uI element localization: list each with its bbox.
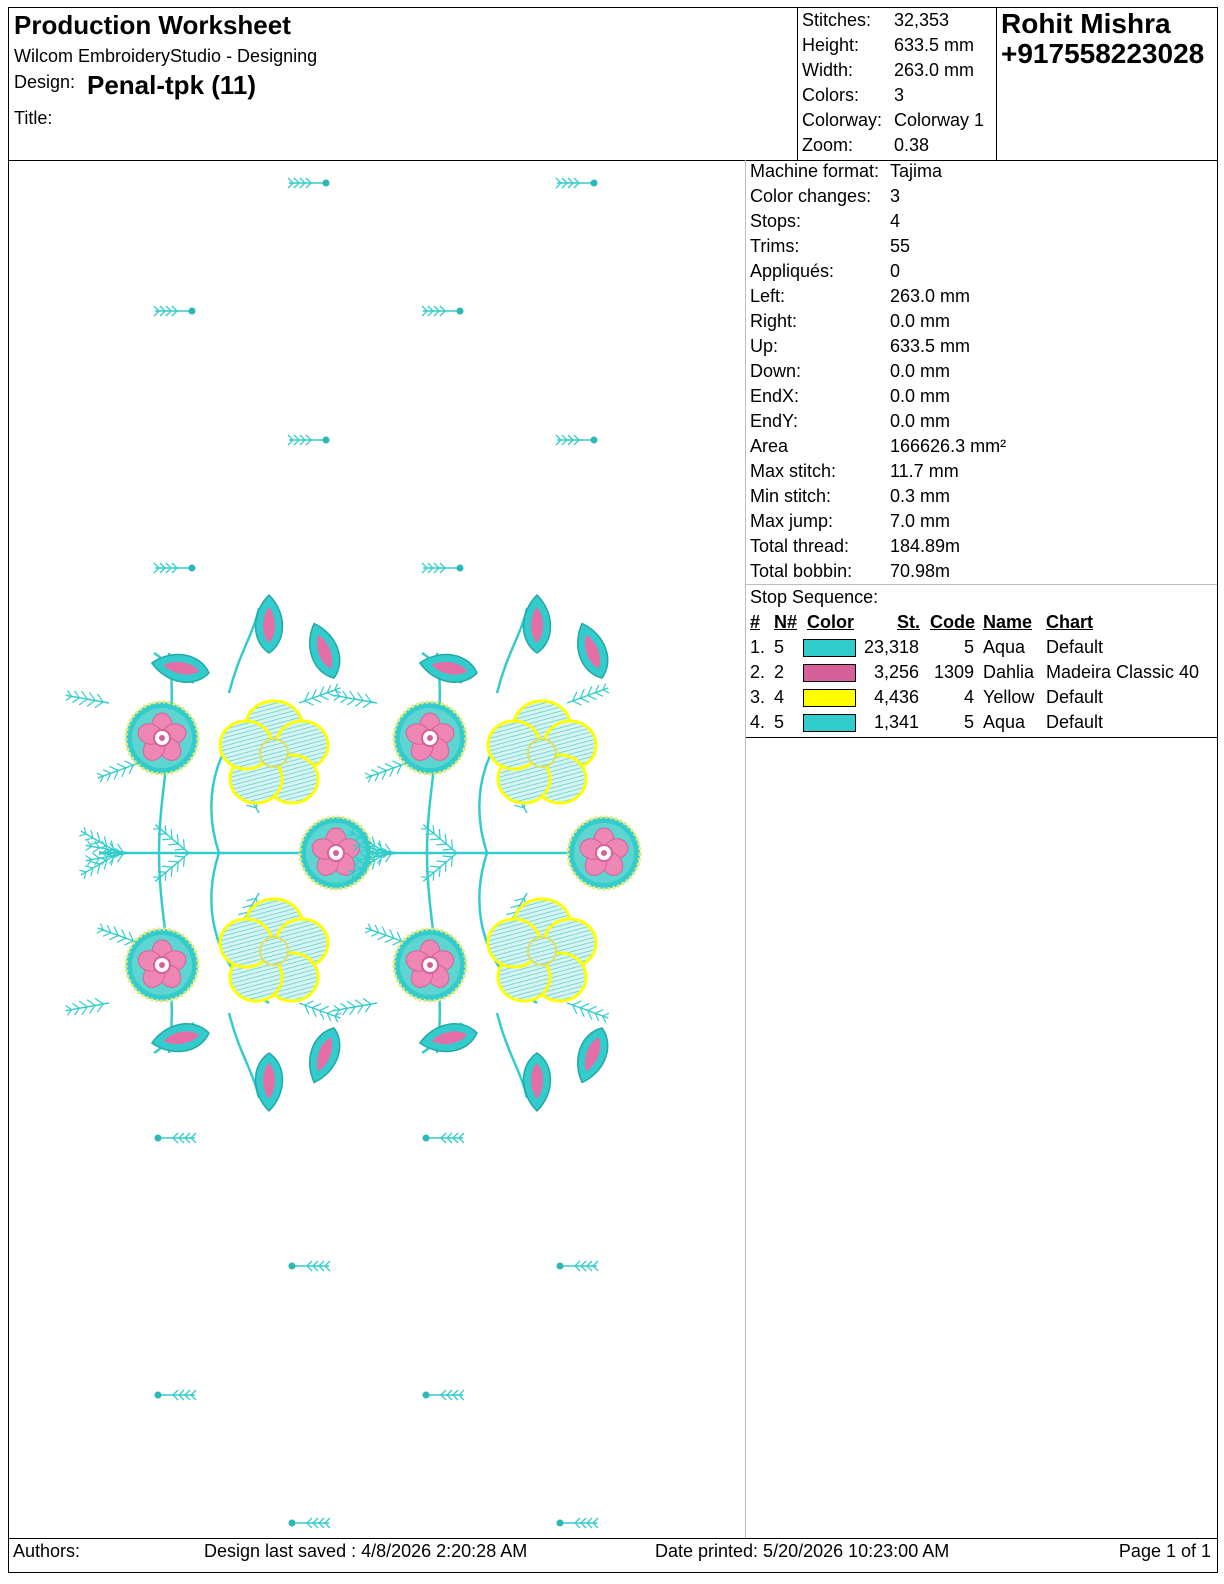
info-row — [750, 161, 942, 182]
info-row — [750, 361, 950, 382]
worksheet-title: Production Worksheet — [14, 10, 291, 40]
info-label: Min stitch: — [750, 486, 832, 506]
info-row — [750, 211, 900, 232]
owner-phone: +917558223028 — [1001, 38, 1205, 69]
info-label: Area — [750, 436, 789, 456]
info-value: 55 — [890, 236, 911, 256]
info-row — [750, 336, 970, 357]
col-header-color: Color — [807, 612, 854, 632]
row-chart: Default — [1046, 712, 1104, 732]
info-value: 11.7 mm — [890, 461, 959, 481]
row-needle: 2 — [774, 662, 785, 682]
info-value: 166626.3 mm² — [890, 436, 1007, 456]
info-row — [750, 511, 950, 532]
floral-motif-left — [64, 595, 372, 1111]
stat-value: 633.5 mm — [894, 35, 975, 55]
stat-row — [802, 35, 974, 56]
info-label: Right: — [750, 311, 798, 331]
info-label: Trims: — [750, 236, 800, 256]
row-num: 4. — [750, 712, 766, 732]
stat-row — [802, 110, 984, 131]
info-row — [750, 286, 970, 307]
title-label: Title: — [14, 108, 53, 128]
col-header-name: Name — [983, 612, 1033, 632]
info-row — [750, 536, 960, 557]
info-row — [750, 386, 950, 407]
owner-block — [995, 8, 1217, 160]
row-name: Aqua — [983, 712, 1026, 732]
stat-label: Zoom: — [802, 135, 854, 155]
row-chart: Default — [1046, 687, 1104, 707]
worksheet-footer — [9, 1538, 1217, 1573]
row-name: Yellow — [983, 687, 1035, 707]
col-header-code: Code — [930, 612, 975, 632]
stat-value: Colorway 1 — [894, 110, 985, 130]
date-printed: Date printed: 5/20/2026 10:23:00 AM — [655, 1541, 950, 1561]
stat-label: Colorway: — [802, 110, 883, 130]
info-label: Appliqués: — [750, 261, 835, 281]
info-label: Up: — [750, 336, 779, 356]
info-value: 0.0 mm — [890, 361, 951, 381]
info-row — [750, 311, 950, 332]
color-swatch — [803, 639, 856, 657]
col-header-needle: N# — [774, 612, 798, 632]
info-label: Stops: — [750, 211, 802, 231]
floral-motif-right — [332, 595, 640, 1111]
row-code: 5 — [963, 712, 974, 732]
row-stitches: 4,436 — [873, 687, 919, 707]
row-name: Dahlia — [983, 662, 1035, 682]
page-number: Page 1 of 1 — [1118, 1541, 1211, 1561]
info-label: Total thread: — [750, 536, 850, 556]
row-num: 2. — [750, 662, 766, 682]
info-row — [750, 436, 1006, 457]
stat-label: Width: — [802, 60, 854, 80]
row-stitches: 3,256 — [873, 662, 919, 682]
authors-label: Authors: — [13, 1541, 81, 1561]
color-swatch — [803, 689, 856, 707]
row-chart: Default — [1046, 637, 1104, 657]
info-row — [750, 236, 910, 257]
worksheet-header — [9, 8, 1217, 161]
info-value: 184.89m — [890, 536, 961, 556]
stat-value: 0.38 — [894, 135, 930, 155]
color-swatch — [803, 714, 856, 732]
info-row — [750, 411, 950, 432]
stop-sequence-table — [746, 584, 1217, 738]
row-needle: 5 — [774, 637, 785, 657]
design-stats-block — [797, 8, 997, 160]
info-value: 0.0 mm — [890, 386, 951, 406]
info-row — [750, 186, 900, 207]
info-value: 70.98m — [890, 561, 951, 581]
stat-row — [802, 85, 904, 106]
stat-value: 263.0 mm — [894, 60, 975, 80]
row-stitches: 23,318 — [863, 637, 919, 657]
info-label: Max jump: — [750, 511, 834, 531]
info-value: 633.5 mm — [890, 336, 971, 356]
col-header-chart: Chart — [1046, 612, 1094, 632]
info-row — [750, 486, 950, 507]
info-label: Total bobbin: — [750, 561, 853, 581]
stat-row — [802, 135, 929, 156]
info-row — [750, 561, 950, 582]
design-info-block — [9, 8, 797, 160]
design-preview — [9, 160, 746, 1538]
info-label: Down: — [750, 361, 802, 381]
info-label: Machine format: — [750, 161, 880, 181]
design-label: Design: — [14, 72, 76, 92]
info-value: 263.0 mm — [890, 286, 971, 306]
stat-row — [802, 10, 949, 31]
info-value: 0.0 mm — [890, 411, 951, 431]
color-swatch — [803, 664, 856, 682]
col-header-num: # — [750, 612, 761, 632]
stat-label: Stitches: — [802, 10, 872, 30]
info-row — [750, 261, 900, 282]
info-label: Color changes: — [750, 186, 872, 206]
info-value: 7.0 mm — [890, 511, 951, 531]
info-label: Left: — [750, 286, 786, 306]
row-name: Aqua — [983, 637, 1026, 657]
row-code: 4 — [963, 687, 974, 707]
row-num: 3. — [750, 687, 766, 707]
last-saved: Design last saved : 4/8/2026 2:20:28 AM — [204, 1541, 528, 1561]
info-value: 4 — [890, 211, 901, 231]
row-chart: Madeira Classic 40 — [1046, 662, 1200, 682]
stat-value: 3 — [894, 85, 905, 105]
stat-value: 32,353 — [894, 10, 950, 30]
row-code: 5 — [963, 637, 974, 657]
info-label: EndY: — [750, 411, 799, 431]
design-name: Penal-tpk (11) — [87, 70, 257, 100]
info-label: Max stitch: — [750, 461, 837, 481]
row-num: 1. — [750, 637, 766, 657]
info-value: 0.0 mm — [890, 311, 951, 331]
col-header-stitches: St. — [897, 612, 921, 632]
stat-label: Colors: — [802, 85, 860, 105]
stop-sequence-title: Stop Sequence: — [750, 587, 879, 607]
row-stitches: 1,341 — [873, 712, 919, 732]
stat-row — [802, 60, 974, 81]
owner-name: Rohit Mishra — [1001, 8, 1171, 39]
row-code: 1309 — [933, 662, 974, 682]
production-worksheet — [8, 7, 1218, 1573]
info-value: 3 — [890, 186, 901, 206]
row-needle: 5 — [774, 712, 785, 732]
info-value: 0.3 mm — [890, 486, 951, 506]
info-value: Tajima — [890, 161, 943, 181]
software-name: Wilcom EmbroideryStudio - Designing — [14, 46, 318, 66]
row-needle: 4 — [774, 687, 785, 707]
embroidery-design-image — [9, 160, 745, 1538]
stat-label: Height: — [802, 35, 860, 55]
info-row — [750, 461, 959, 482]
info-label: EndX: — [750, 386, 800, 406]
info-value: 0 — [890, 261, 901, 281]
